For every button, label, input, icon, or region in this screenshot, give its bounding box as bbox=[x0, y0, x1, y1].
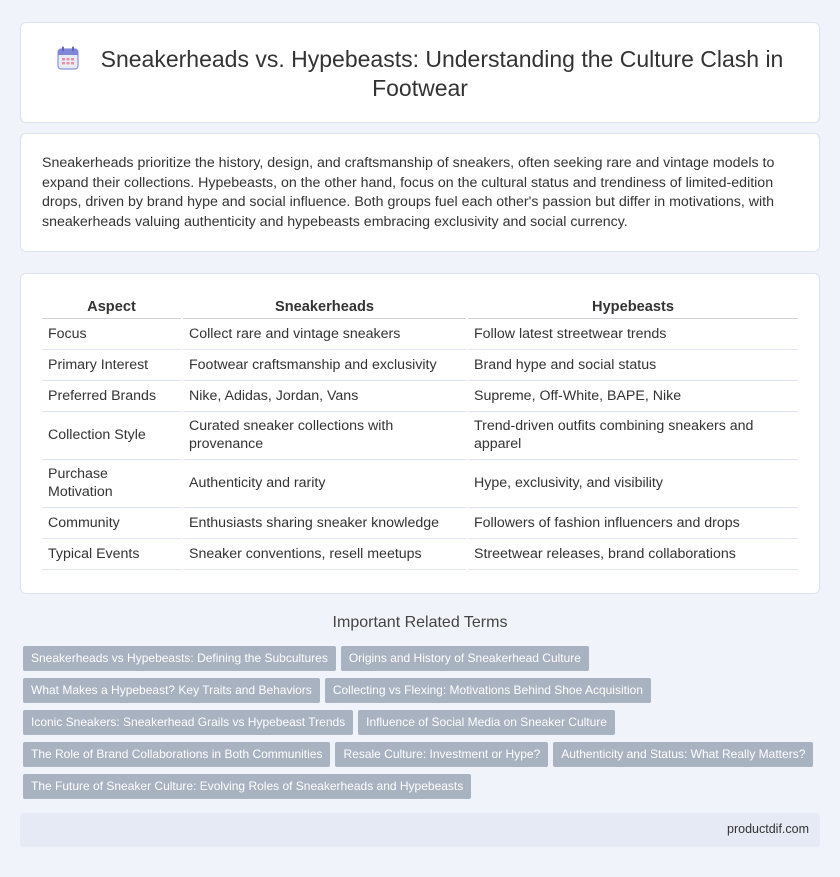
table-cell: Collection Style bbox=[42, 411, 182, 459]
table-row bbox=[42, 318, 798, 349]
table-cell: Preferred Brands bbox=[42, 380, 182, 411]
table-cell: Community bbox=[42, 507, 182, 538]
table-cell: Primary Interest bbox=[42, 349, 182, 380]
column-header-sneakerheads: Sneakerheads bbox=[182, 296, 467, 318]
table-cell: Typical Events bbox=[42, 538, 182, 569]
table-cell: Brand hype and social status bbox=[467, 349, 798, 380]
related-term-link[interactable]: The Future of Sneaker Culture: Evolving Roles of Sneakerheads and Hypebeasts bbox=[23, 774, 471, 799]
footer bbox=[20, 813, 820, 847]
table-cell: Focus bbox=[42, 318, 182, 349]
table-row bbox=[42, 349, 798, 380]
tag-row bbox=[23, 742, 823, 774]
table-cell: Follow latest streetwear trends bbox=[467, 318, 798, 349]
column-header-hypebeasts: Hypebeasts bbox=[467, 296, 798, 318]
table-row bbox=[42, 380, 798, 411]
table-cell: Footwear craftsmanship and exclusivity bbox=[182, 349, 467, 380]
column-header-aspect: Aspect bbox=[42, 296, 182, 318]
table-cell: Enthusiasts sharing sneaker knowledge bbox=[182, 507, 467, 538]
table-cell: Sneaker conventions, resell meetups bbox=[182, 538, 467, 569]
page-title-wrap bbox=[21, 45, 819, 103]
table-cell: Collect rare and vintage sneakers bbox=[182, 318, 467, 349]
table-cell: Hype, exclusivity, and visibility bbox=[467, 459, 798, 507]
related-term-link[interactable]: Collecting vs Flexing: Motivations Behind Shoe Acquisition bbox=[325, 678, 651, 703]
page-title: Sneakerheads vs. Hypebeasts: Understanding the Culture Clash in Footwear bbox=[100, 46, 784, 101]
table-cell: Purchase Motivation bbox=[42, 459, 182, 507]
related-term-link[interactable]: Iconic Sneakers: Sneakerhead Grails vs Hypebeast Trends bbox=[23, 710, 353, 735]
table-cell: Curated sneaker collections with provenance bbox=[182, 411, 467, 459]
table-row bbox=[42, 507, 798, 538]
related-term-link[interactable]: Authenticity and Status: What Really Matters? bbox=[553, 742, 813, 767]
table-row bbox=[42, 411, 798, 459]
table-row bbox=[42, 459, 798, 507]
table-cell: Streetwear releases, brand collaborations bbox=[467, 538, 798, 569]
table-row bbox=[42, 538, 798, 569]
tag-row bbox=[23, 646, 823, 678]
tag-row bbox=[23, 774, 823, 806]
calendar-icon bbox=[57, 46, 79, 70]
table-cell: Followers of fashion influencers and drops bbox=[467, 507, 798, 538]
table-cell: Authenticity and rarity bbox=[182, 459, 467, 507]
intro-card bbox=[20, 133, 820, 252]
comparison-table bbox=[42, 296, 798, 570]
related-term-link[interactable]: Influence of Social Media on Sneaker Culture bbox=[358, 710, 615, 735]
table-header-row bbox=[42, 296, 798, 318]
table-cell: Trend-driven outfits combining sneakers and apparel bbox=[467, 411, 798, 459]
related-terms-list bbox=[23, 646, 823, 806]
related-term-link[interactable]: Origins and History of Sneakerhead Culture bbox=[341, 646, 589, 671]
footer-site-name: productdif.com bbox=[727, 822, 809, 836]
header-card bbox=[20, 22, 820, 123]
tag-row bbox=[23, 678, 823, 710]
related-term-link[interactable]: Sneakerheads vs Hypebeasts: Defining the Subcultures bbox=[23, 646, 336, 671]
comparison-card bbox=[20, 273, 820, 594]
table-cell: Nike, Adidas, Jordan, Vans bbox=[182, 380, 467, 411]
related-term-link[interactable]: The Role of Brand Collaborations in Both Communities bbox=[23, 742, 330, 767]
table-cell: Supreme, Off-White, BAPE, Nike bbox=[467, 380, 798, 411]
related-terms-title: Important Related Terms bbox=[332, 614, 508, 631]
intro-paragraph: Sneakerheads prioritize the history, design, and craftsmanship of sneakers, often seeking rare and vintage models to expand their collections. Hypebeasts, on the other hand, focus on the cultural status and trendiness of limited-edition drops, driven by brand hype and social influence. Both groups fuel each other's passion but differ in motivations, with sneakerheads valuing authenticity and hypebeasts embracing exclusivity and social currency. bbox=[42, 155, 775, 230]
related-term-link[interactable]: Resale Culture: Investment or Hype? bbox=[335, 742, 548, 767]
tag-row bbox=[23, 710, 823, 742]
related-term-link[interactable]: What Makes a Hypebeast? Key Traits and Behaviors bbox=[23, 678, 320, 703]
